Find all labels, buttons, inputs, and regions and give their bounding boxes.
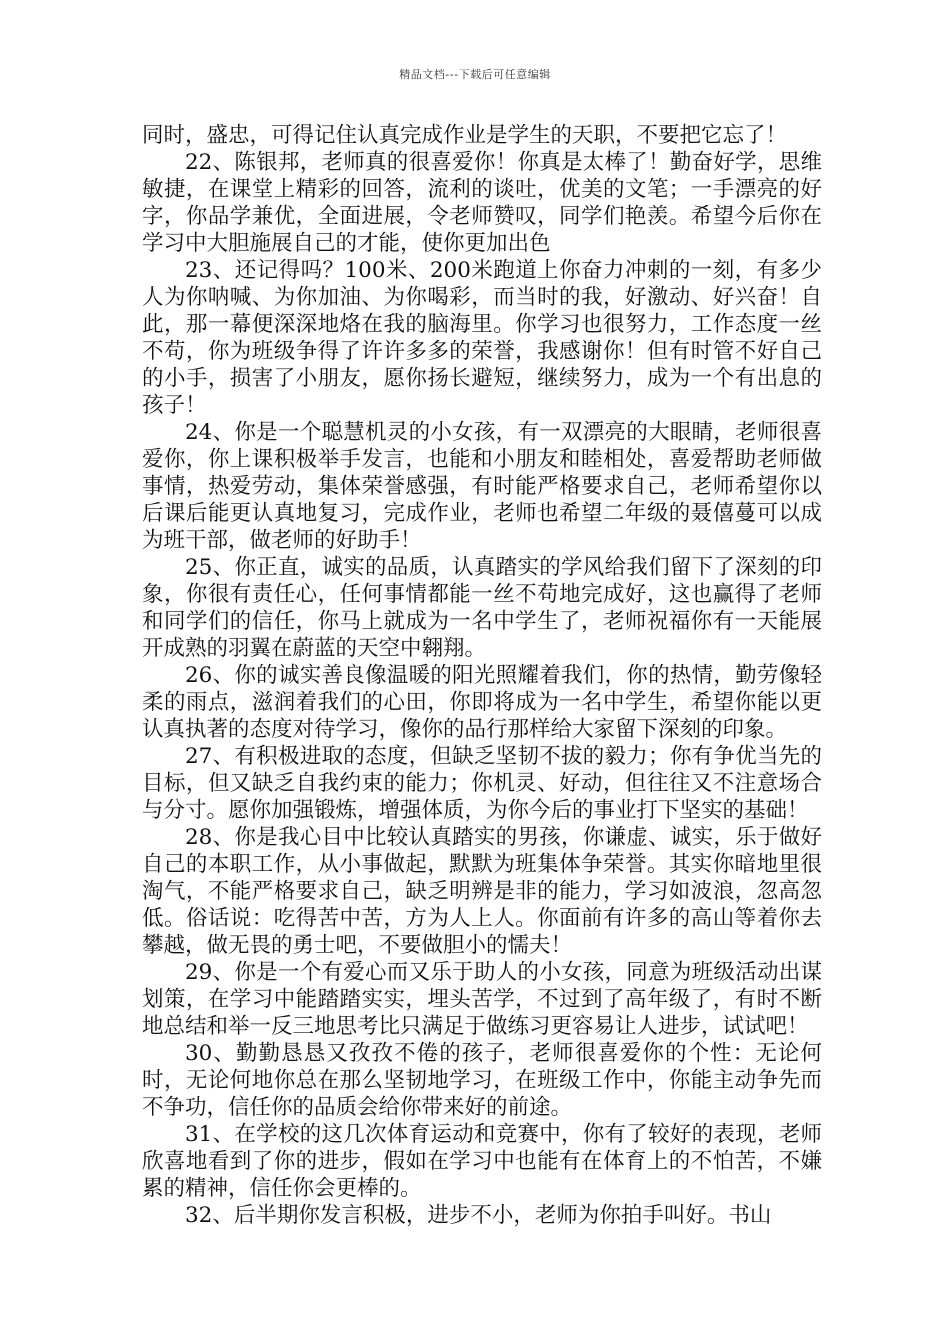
page-header: 精品文档---下载后可任意编辑: [399, 68, 551, 81]
paragraph-24: 24、你是一个聪慧机灵的小女孩，有一双漂亮的大眼睛，老师很喜爱你，你上课积极举手发言，也能和小朋友和睦相处，喜爱帮助老师做事情，热爱劳动，集体荣誉感强，有时能严格要求自己，老师希望你以后课后能更认真地复习，完成作业，老师也希望二年级的聂僖蔓可以成为班干部，做老师的好助手！: [142, 420, 822, 553]
paragraph-30: 30、勤勤恳恳又孜孜不倦的孩子，老师很喜爱你的个性：无论何时，无论何地你总在那么坚韧地学习，在班级工作中，你能主动争先而不争功，信任你的品质会给你带来好的前途。: [142, 1041, 822, 1120]
paragraph-28: 28、你是我心目中比较认真踏实的男孩，你谦虚、诚实，乐于做好自己的本职工作，从小事做起，默默为班集体争荣誉。其实你暗地里很淘气，不能严格要求自己，缺乏明辨是非的能力，学习如波浪，忽高忽低。俗话说：吃得苦中苦，方为人上人。你面前有许多的高山等着你去攀越，做无畏的勇士吧，不要做胆小的懦夫！: [142, 825, 822, 958]
paragraph-25: 25、你正直，诚实的品质，认真踏实的学风给我们留下了深刻的印象，你很有责任心，任何事情都能一丝不苟地完成好，这也赢得了老师和同学们的信任，你马上就成为一名中学生了，老师祝福你有一天能展开成熟的羽翼在蔚蓝的天空中翱翔。: [142, 555, 822, 661]
paragraph-32: 32、后半期你发言积极，进步不小，老师为你拍手叫好。书山: [185, 1203, 772, 1228]
document-body: [142, 122, 822, 1229]
paragraph-26: 26、你的诚实善良像温暖的阳光照耀着我们，你的热情，勤劳像轻柔的雨点，滋润着我们的心田，你即将成为一名中学生，希望你能以更认真执著的态度对待学习，像你的品行那样给大家留下深刻的印象。: [142, 663, 822, 742]
paragraph-31: 31、在学校的这几次体育运动和竞赛中，你有了较好的表现，老师欣喜地看到了你的进步，假如在学习中也能有在体育上的不怕苦，不嫌累的精神，信任你会更棒的。: [142, 1122, 822, 1201]
paragraph-27: 27、有积极进取的态度，但缺乏坚韧不拔的毅力；你有争优当先的目标，但又缺乏自我约束的能力；你机灵、好动，但往往又不注意场合与分寸。愿你加强锻炼，增强体质，为你今后的事业打下坚实的基础！: [142, 744, 822, 823]
paragraph-23: 23、还记得吗？100米、200米跑道上你奋力冲刺的一刻，有多少人为你呐喊、为你加油、为你喝彩，而当时的我，好激动、好兴奋！自此，那一幕便深深地烙在我的脑海里。你学习也很努力，工作态度一丝不苟，你为班级争得了许许多多的荣誉，我感谢你！但有时管不好自己的小手，损害了小朋友，愿你扬长避短，继续努力，成为一个有出息的孩子！: [142, 258, 822, 418]
paragraph-29: 29、你是一个有爱心而又乐于助人的小女孩，同意为班级活动出谋划策，在学习中能踏踏实实，埋头苦学，不过到了高年级了，有时不断地总结和举一反三地思考比只满足于做练习更容易让人进步，试试吧！: [142, 960, 822, 1039]
paragraph-22: 22、陈银邦，老师真的很喜爱你！你真是太棒了！勤奋好学，思维敏捷，在课堂上精彩的回答，流利的谈吐，优美的文笔；一手漂亮的好字，你品学兼优，全面进展，令老师赞叹，同学们艳羡。希望今后你在学习中大胆施展自己的才能，使你更加出色: [142, 150, 822, 256]
paragraph-continued: 同时，盛忠，可得记住认真完成作业是学生的天职，不要把它忘了！: [142, 123, 788, 148]
